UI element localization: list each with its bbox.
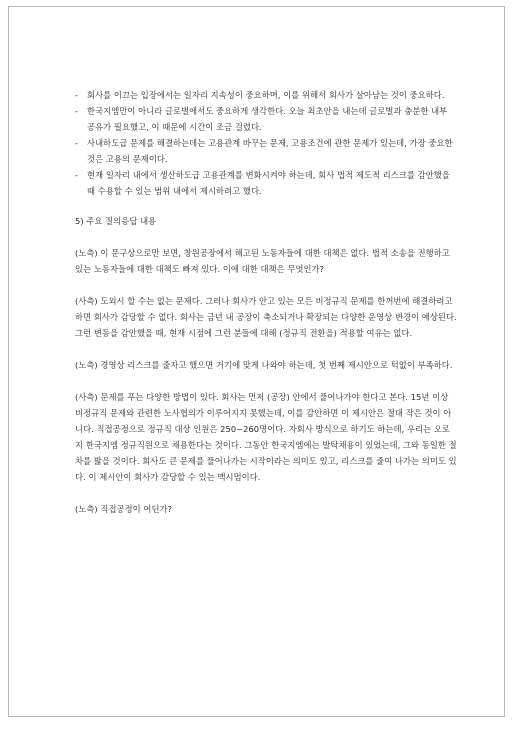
bullet-text: 사내하도급 문제를 해결하는데는 고용관계 바꾸는 문제, 고용조건에 관한 문제가 있는데, 가장 중요한 것은 고용의 문제이다. bbox=[87, 138, 453, 164]
qa-paragraph: (사측) 문제를 푸는 다양한 방법이 있다. 회사는 먼저 (공장) 안에서 풀어나가야 한다고 본다. 15년 이상 비정규직 문제와 관련한 노사협의가 이루어지지 못했는데, 이를 감안하면 이 제시안은 절대 작은 것이 아니다. 직접공정으로 정규직 대상 인원은 250~260명이다. 자회사 방식으로 하기도 하는데, 우리는 오로지 한국지엠 정규직원으로 채용한다는 것이다. 그동안 한국지엠에는 발탁채용이 있었는데, 그와 동일한 절차를 밟을 것이다. 회사도 큰 문제를 풀어나가는 시작이라는 의미도 있고, 리스크를 줄여 나가는 의미도 있다. 이 제시안이 회사가 감당할 수 있는 맥시멈이다. bbox=[75, 392, 457, 482]
spacer bbox=[75, 229, 457, 245]
bullet-marker: - bbox=[75, 138, 79, 148]
summary-bullet-list bbox=[75, 87, 457, 199]
summary-bullet-item bbox=[75, 167, 457, 199]
spacer bbox=[75, 485, 457, 501]
qa-paragraph: (노측) 이 문구상으로만 보면, 창원공장에서 해고된 노동자들에 대한 대책은 없다. 법적 소송을 진행하고 있는 노동자들에 대한 대책도 빠져 있다. 이에 대한 대책은 무엇인가? bbox=[75, 248, 450, 274]
spacer bbox=[75, 277, 457, 293]
qa-paragraph: (노측) 직접공정이 어딘가? bbox=[75, 504, 173, 514]
section-heading: 5) 주요 질의응답 내용 bbox=[75, 216, 157, 226]
summary-bullet-item bbox=[75, 135, 457, 167]
document-page bbox=[8, 6, 505, 717]
spacer bbox=[75, 373, 457, 389]
bullet-marker: - bbox=[75, 170, 79, 180]
document-body bbox=[75, 87, 457, 517]
qa-paragraph: (사측) 도외시 할 수는 없는 문제다. 그러나 회사가 안고 있는 모든 비정규직 문제를 한꺼번에 해결하려고 하면 회사가 감당할 수 없다. 회사는 금년 내 공장이 축소되거나 확장되는 다양한 운영상 변경이 예상된다. 그런 변동을 감안했을 때, 현재 시점에 그런 분들에 대해 (정규직 전환을) 적용할 여유는 없다. bbox=[75, 296, 457, 338]
bullet-text: 한국지엠만이 아니라 글로벌에서도 중요하게 생각한다. 오늘 최초안을 내는데 글로벌과 충분한 내부 공유가 필요했고, 이 때문에 시간이 조금 걸렸다. bbox=[87, 106, 448, 132]
bullet-text: 현재 일자리 내에서 생산하도급 고용관계를 변화시켜야 하는데, 회사 법적 제도적 리스크를 감안했을 때 수용할 수 있는 범위 내에서 제시하려고 했다. bbox=[87, 170, 450, 196]
bullet-marker: - bbox=[75, 90, 79, 100]
summary-bullet-item bbox=[75, 103, 457, 135]
summary-bullet-item bbox=[75, 87, 457, 103]
bullet-text: 회사를 이끄는 입장에서는 일자리 지속성이 중요하며, 이를 위해서 회사가 살아남는 것이 중요하다. bbox=[87, 90, 445, 100]
bullet-marker: - bbox=[75, 106, 79, 116]
qa-paragraph: (노측) 경영상 리스크를 줄자고 했으면 거기에 맞게 나와야 하는데, 첫 번째 제시안으로 턱없이 부족하다. bbox=[75, 360, 453, 370]
spacer bbox=[75, 341, 457, 357]
